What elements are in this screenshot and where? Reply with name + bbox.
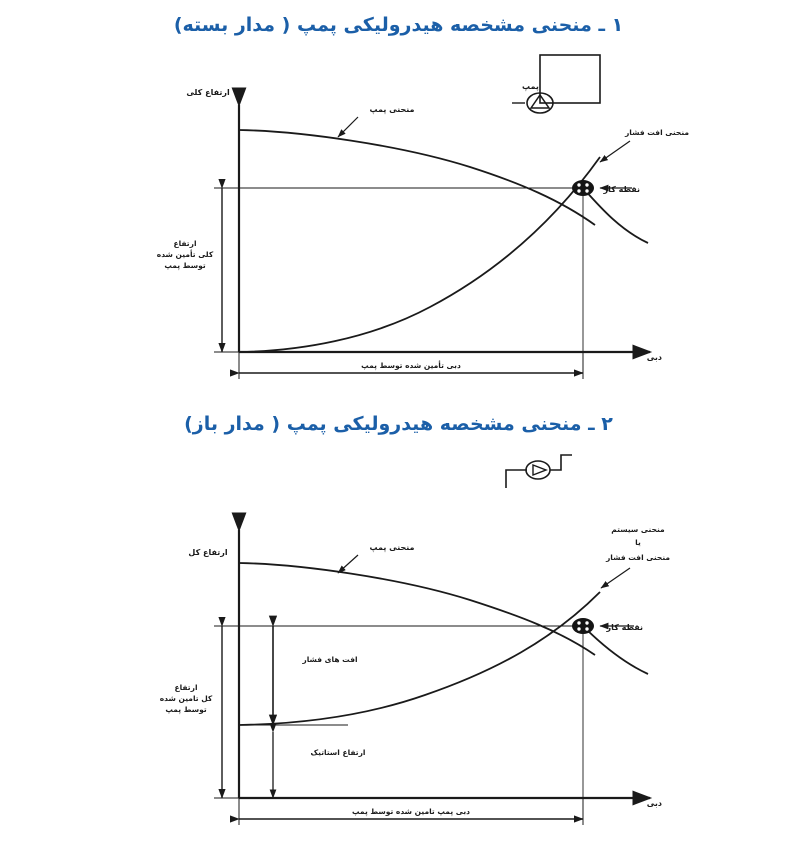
chart2-pump-curve-label: منحنی پمپ <box>369 543 415 552</box>
chart2-flow-dimension-label: دبی پمپ تامین شده توسط پمپ <box>351 807 471 816</box>
chart2-x-axis-label: دبی <box>646 799 662 808</box>
chart2-operating-point-marker <box>572 618 594 634</box>
figure-open-circuit <box>0 440 797 845</box>
chart1-pump-curve-label: منحنی پمپ <box>369 105 415 114</box>
chart2-total-head-label-line1: ارتفاع <box>174 683 198 692</box>
chart1-head-dimension-label-line3: توسط پمپ <box>164 261 206 270</box>
chart2-system-curve-label-line2: یا <box>635 538 641 547</box>
chart2-pump-curve-leader <box>338 555 358 573</box>
chart2-total-head-label-line2: کل تامین شده <box>159 694 213 703</box>
chart2-system-curve-leader <box>601 568 630 588</box>
chart1-system-curve-leader <box>600 141 630 162</box>
chart1-operating-point-label: نقطه کار <box>603 185 640 194</box>
chart2-pump-curve-tail <box>583 626 648 674</box>
chart1-system-curve <box>239 157 600 352</box>
chart2-system-curve <box>239 592 600 725</box>
chart1-pump-curve-leader <box>338 117 358 137</box>
pump-symbol-label: پمپ <box>522 82 539 91</box>
chart2-total-head-dimension <box>214 626 239 798</box>
chart2-system-curve-label-line1: منحنی سیستم <box>611 525 665 534</box>
chart2-pressure-losses-label: افت های فشار <box>302 655 358 664</box>
chart1-operating-point-marker <box>572 180 594 196</box>
chart1-system-curve-label: منحنی افت فشار <box>624 128 690 137</box>
section-title-closed-circuit: ۱ ـ منحنی مشخصه هیدرولیکی پمپ ( مدار بسته) <box>173 14 624 36</box>
chart2-total-head-label-line3: توسط پمپ <box>165 705 207 714</box>
chart1-axes <box>239 105 650 352</box>
chart1-head-dimension-label-line2: کلی تأمین شده <box>156 250 214 259</box>
figure-closed-circuit <box>0 45 797 395</box>
chart1-flow-dimension-label: دبی تأمین شده توسط پمپ <box>361 361 461 370</box>
chart2-axes <box>239 530 650 798</box>
chart2-pump-curve <box>239 563 595 655</box>
chart2-operating-point-label: نقطه کار <box>606 623 643 632</box>
chart1-pump-curve-tail <box>583 188 648 243</box>
open-circuit-pump-symbol <box>506 455 572 488</box>
chart1-head-dimension <box>214 188 239 352</box>
section-title-open-circuit: ۲ ـ منحنی مشخصه هیدرولیکی پمپ ( مدار باز) <box>184 413 613 435</box>
chart1-head-dimension-label-line1: ارتفاع <box>173 239 197 248</box>
chart2-system-curve-label-line3: منحنی افت فشار <box>605 553 671 562</box>
chart1-pump-curve <box>239 130 595 225</box>
chart1-x-axis-label: دبی <box>646 353 662 362</box>
chart2-static-head-label: ارتفاع استاتیک <box>310 748 366 757</box>
chart2-y-axis-label: ارتفاع کل <box>188 548 228 557</box>
chart1-y-axis-label: ارتفاع کلی <box>186 88 230 97</box>
